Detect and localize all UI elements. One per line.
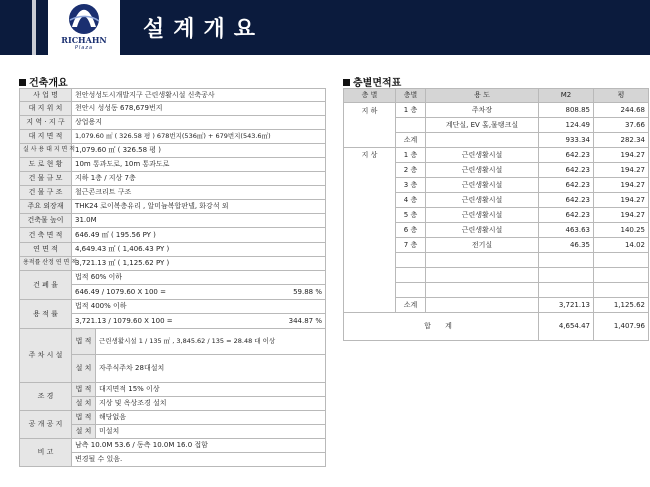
logo [48, 0, 120, 55]
overview-row [20, 200, 326, 214]
overview-row [20, 144, 326, 158]
parking-legal-row [20, 329, 326, 355]
floor-cell: 2 층 [396, 163, 426, 178]
far-row [20, 300, 326, 314]
page-header [0, 0, 650, 55]
py-cell: 194.27 [594, 208, 649, 223]
overview-table [19, 88, 326, 467]
row-label: 도 로 현 황 [20, 158, 72, 172]
m2-cell: 463.63 [539, 223, 594, 238]
floor-cell: 5 층 [396, 208, 426, 223]
row-value: 상업용지 [72, 116, 326, 130]
header-use: 용 도 [426, 89, 539, 103]
floor-cell: 1 층 [396, 103, 426, 118]
row-label: 건 물 규 모 [20, 172, 72, 186]
row-value: 1,079.60 ㎡ ( 326.58 평 ) 678번지(536㎡) + 679번지(543.6㎡) [72, 130, 326, 144]
header-stripe [32, 0, 36, 55]
parking-install-label: 설 치 [72, 355, 96, 383]
row-value: 천안시 성성동 678,679번지 [72, 102, 326, 116]
py-cell: 194.27 [594, 193, 649, 208]
open-space-label: 공 개 공 지 [20, 411, 72, 439]
row-label: 지 역 · 지 구 [20, 116, 72, 130]
row-label: 건축물 높이 [20, 214, 72, 228]
overview-row [20, 228, 326, 243]
total-row [344, 313, 649, 341]
m2-cell: 642.23 [539, 193, 594, 208]
landscape-install-value: 지상 및 옥상조경 설치 [96, 397, 326, 411]
use-cell [426, 133, 539, 148]
row-label: 연 면 적 [20, 243, 72, 257]
logo-emblem-icon [48, 0, 120, 36]
logo-subtitle: Plaza [74, 45, 94, 51]
m2-cell: 642.23 [539, 163, 594, 178]
use-cell: 전기실 [426, 238, 539, 253]
use-cell: 근린생활시설 [426, 223, 539, 238]
row-label: 용적률 산정 연 면 적 [20, 257, 72, 271]
landscape-label: 조 경 [20, 383, 72, 411]
row-label: 건 물 구 조 [20, 186, 72, 200]
remarks-row [20, 439, 326, 453]
floor-cell: 7 층 [396, 238, 426, 253]
open-space-legal-row [20, 411, 326, 425]
overview-row [20, 102, 326, 116]
landscape-legal-value: 대지면적 15% 이상 [96, 383, 326, 397]
ground-label: 지 상 [344, 148, 396, 313]
floor-cell: 소계 [396, 133, 426, 148]
basement-label: 지 하 [344, 103, 396, 148]
row-value: THK24 로이복층유리 , 알미늄복합판넬, 화강석 외 [72, 200, 326, 214]
total-py: 1,407.96 [594, 313, 649, 341]
py-cell: 37.66 [594, 118, 649, 133]
use-cell: 근린생활시설 [426, 163, 539, 178]
far-calc: 3,721.13 / 1079.60 X 100 = [75, 316, 173, 325]
floor-area-section-title: 층별면적표 [343, 74, 401, 89]
row-value: 31.0M [72, 214, 326, 228]
row-value: 646.49 ㎡ ( 195.56 PY ) [72, 228, 326, 243]
coverage-result: 59.88 % [293, 287, 323, 296]
square-bullet-icon [343, 79, 350, 86]
subtotal-m2: 3,721.13 [539, 298, 594, 313]
logo-name: RICHAHN [61, 35, 107, 45]
coverage-row [20, 271, 326, 285]
use-cell: 근린생활시설 [426, 148, 539, 163]
remarks-line1: 남측 10.0M 53.6 / 동측 10.0M 16.0 접함 [72, 439, 326, 453]
coverage-limit: 법적 60% 이하 [72, 271, 326, 285]
table-row [344, 148, 649, 163]
row-label: 사 업 명 [20, 89, 72, 102]
coverage-calc-cell [72, 285, 326, 300]
overview-row [20, 158, 326, 172]
header-floor: 층별 [396, 89, 426, 103]
overview-row [20, 243, 326, 257]
py-cell: 140.25 [594, 223, 649, 238]
py-cell: 282.34 [594, 133, 649, 148]
overview-row [20, 130, 326, 144]
row-value: 철근콘크리트 구조 [72, 186, 326, 200]
overview-row [20, 186, 326, 200]
m2-cell: 642.23 [539, 208, 594, 223]
m2-cell: 46.35 [539, 238, 594, 253]
m2-cell: 642.23 [539, 178, 594, 193]
m2-cell: 124.49 [539, 118, 594, 133]
row-value: 지하 1층 / 지상 7층 [72, 172, 326, 186]
landscape-legal-label: 법 적 [72, 383, 96, 397]
parking-legal-value: 근린생활시설 1 / 135 ㎡ , 3,845.62 / 135 = 28.48 대 이상 [96, 329, 326, 355]
overview-section-title: 건축개요 [19, 74, 68, 89]
floor-cell: 1 층 [396, 148, 426, 163]
row-value: 10m 통과도로, 10m 통과도로 [72, 158, 326, 172]
landscape-legal-row [20, 383, 326, 397]
use-cell: 주차장 [426, 103, 539, 118]
header-py: 평 [594, 89, 649, 103]
far-result: 344.87 % [288, 316, 323, 325]
row-label: 실 사 용 대 지 면 적 [20, 144, 72, 158]
py-cell: 14.02 [594, 238, 649, 253]
row-label: 주요 외장재 [20, 200, 72, 214]
py-cell: 194.27 [594, 163, 649, 178]
total-m2: 4,654.47 [539, 313, 594, 341]
py-cell: 194.27 [594, 178, 649, 193]
far-limit: 법적 400% 이하 [72, 300, 326, 314]
floor-area-header-row [344, 89, 649, 103]
open-space-install-value: 미설치 [96, 425, 326, 439]
open-space-legal-label: 법 적 [72, 411, 96, 425]
floor-cell: 6 층 [396, 223, 426, 238]
far-calc-cell [72, 314, 326, 329]
header-floor-group: 층 별 [344, 89, 396, 103]
row-label: 건 축 면 적 [20, 228, 72, 243]
total-label: 합 계 [344, 313, 539, 341]
remarks-label: 비 고 [20, 439, 72, 467]
use-cell: 근린생활시설 [426, 178, 539, 193]
overview-row [20, 116, 326, 130]
floor-area-table [343, 88, 649, 341]
parking-label: 주 차 시 설 [20, 329, 72, 383]
floor-cell: 3 층 [396, 178, 426, 193]
far-label: 용 적 률 [20, 300, 72, 329]
table-row [344, 103, 649, 118]
subtotal-label: 소계 [396, 298, 426, 313]
row-label: 대 지 면 적 [20, 130, 72, 144]
py-cell: 194.27 [594, 148, 649, 163]
row-value: 4,649.43 ㎡ ( 1,406.43 PY ) [72, 243, 326, 257]
use-cell: 근린생활시설 [426, 193, 539, 208]
overview-row [20, 214, 326, 228]
square-bullet-icon [19, 79, 26, 86]
parking-legal-label: 법 적 [72, 329, 96, 355]
parking-install-value: 자주식주차 28대설치 [96, 355, 326, 383]
m2-cell: 808.85 [539, 103, 594, 118]
row-label: 대 지 위 치 [20, 102, 72, 116]
row-value: 3,721.13 ㎡ ( 1,125.62 PY ) [72, 257, 326, 271]
header-m2: M2 [539, 89, 594, 103]
m2-cell: 933.34 [539, 133, 594, 148]
landscape-install-label: 설 치 [72, 397, 96, 411]
row-value: 1,079.60 ㎡ ( 326.58 평 ) [72, 144, 326, 158]
use-cell: 계단실, EV 홀,물탱크실 [426, 118, 539, 133]
subtotal-py: 1,125.62 [594, 298, 649, 313]
floor-cell: 4 층 [396, 193, 426, 208]
row-value: 천안성성도시개발지구 근린생활시설 신축공사 [72, 89, 326, 102]
overview-row [20, 257, 326, 271]
py-cell: 244.68 [594, 103, 649, 118]
open-space-legal-value: 해당없음 [96, 411, 326, 425]
overview-row [20, 172, 326, 186]
use-cell: 근린생활시설 [426, 208, 539, 223]
overview-row [20, 89, 326, 102]
page-title: 설계개요 [143, 17, 265, 42]
coverage-label: 건 폐 율 [20, 271, 72, 300]
m2-cell: 642.23 [539, 148, 594, 163]
open-space-install-label: 설 치 [72, 425, 96, 439]
remarks-line2: 변경될 수 있음. [72, 453, 326, 467]
coverage-calc: 646.49 / 1079.60 X 100 = [75, 287, 166, 296]
floor-cell [396, 118, 426, 133]
